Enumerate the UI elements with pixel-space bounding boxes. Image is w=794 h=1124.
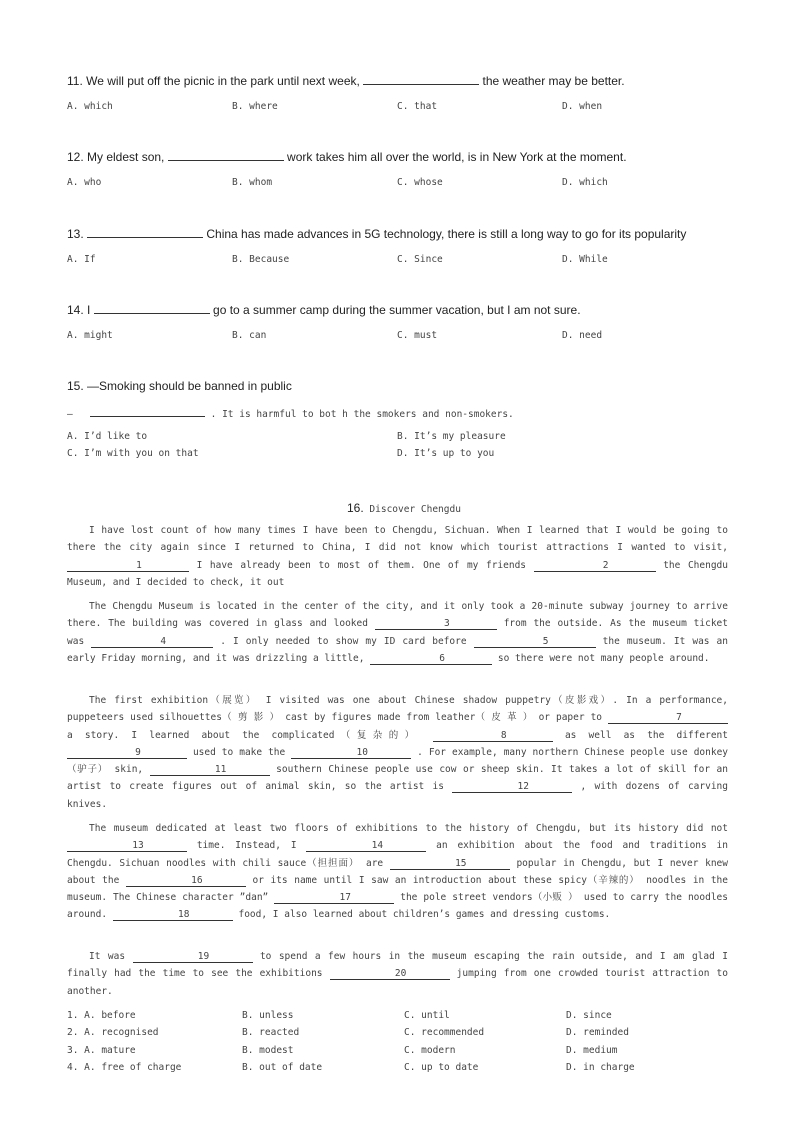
question-15-reply [67, 406, 514, 420]
answer-blank[interactable] [168, 150, 284, 161]
passage-text: a story. I learned about the complicated（复杂的） [67, 729, 433, 741]
question-text: go to a summer camp during the summer vacation, but I am not sure. [209, 303, 581, 317]
blank-9[interactable]: 9 [67, 747, 187, 759]
passage-text: or its name until I saw an introduction about these spicy（辛辣的） noodles in the museum. The Chinese character ”dan” [67, 874, 728, 904]
answer-3-b[interactable]: B. modest [242, 1045, 294, 1056]
paragraph-4 [67, 820, 728, 924]
option-b[interactable]: B. where [232, 101, 278, 112]
answer-4-d[interactable]: D. in charge [566, 1062, 635, 1073]
title-text: Discover Chengdu [363, 504, 461, 515]
blank-16[interactable]: 16 [126, 875, 246, 887]
passage-text: The Chengdu Museum is located in the center of the city, and it only took a 20-minute subway journey to arrive there. The building was covered in glass and looked [67, 601, 728, 630]
question-12 [67, 150, 627, 164]
question-text: 12. My eldest son, [67, 150, 168, 164]
option-b[interactable]: B. It’s my pleasure [397, 431, 506, 442]
question-15: 15. —Smoking should be banned in public [67, 379, 292, 393]
question-text: the weather may be better. [479, 74, 625, 88]
passage-text: as well as the different [552, 729, 728, 741]
option-c[interactable]: C. whose [397, 177, 443, 188]
option-d[interactable]: D. It’s up to you [397, 448, 495, 459]
option-b[interactable]: B. Because [232, 254, 290, 265]
question-text: work takes him all over the world, is in New York at the moment. [283, 150, 627, 164]
blank-12[interactable]: 12 [452, 781, 572, 793]
option-a[interactable]: A. which [67, 101, 113, 112]
option-a[interactable]: A. who [67, 177, 102, 188]
blank-18[interactable]: 18 [113, 909, 233, 921]
passage-title [347, 499, 461, 517]
passage-text: The museum dedicated at least two floors of exhibitions to the history of Chengdu, but its history did not [89, 823, 728, 834]
paragraph-3 [67, 692, 728, 813]
passage-text: from the outside. As the museum ticket was [67, 618, 728, 647]
option-a[interactable]: A. I’d like to [67, 431, 148, 442]
option-d[interactable]: D. While [562, 254, 608, 265]
option-c[interactable]: C. Since [397, 254, 443, 265]
answer-1-d[interactable]: D. since [566, 1010, 612, 1021]
title-number: 16. [347, 501, 364, 515]
blank-4[interactable]: 4 [91, 636, 213, 648]
answer-blank[interactable] [87, 227, 203, 238]
question-14 [67, 303, 581, 317]
passage-text: The first exhibition（展览） I visited was one about Chinese shadow puppetry（皮影戏）. In a performance, puppeteers used silhouettes（ 剪 影 ） cast by figures made from leather（ 皮 革 ） or paper to [67, 695, 728, 724]
answer-2-c[interactable]: C. recommended [404, 1027, 485, 1038]
passage-text: the pole street vendors（小贩 ） used to carry the noodles around. [67, 892, 728, 921]
answer-1-a[interactable]: 1. A. before [67, 1010, 136, 1021]
passage-text: . I only needed to show my ID card before [213, 635, 474, 647]
passage-text: to spend a few hours in the museum escaping the rain outside, and I am glad I finally had the time to see the exhibitions [67, 951, 728, 980]
passage-text: It was [89, 951, 133, 962]
blank-8[interactable]: 8 [433, 730, 553, 742]
answer-3-c[interactable]: C. modern [404, 1045, 456, 1056]
blank-13[interactable]: 13 [67, 840, 187, 852]
answer-2-b[interactable]: B. reacted [242, 1027, 300, 1038]
option-c[interactable]: C. I’m with you on that [67, 448, 199, 459]
option-c[interactable]: C. that [397, 101, 438, 112]
blank-11[interactable]: 11 [150, 764, 270, 776]
option-c[interactable]: C. must [397, 330, 438, 341]
passage-text: time. Instead, I [187, 840, 307, 852]
blank-2[interactable]: 2 [534, 560, 656, 572]
blank-17[interactable]: 17 [274, 892, 394, 904]
passage-text: the museum. It was an early Friday morning, and it was drizzling a little, [67, 635, 728, 664]
answer-1-c[interactable]: C. until [404, 1010, 450, 1021]
passage-text: food, I also learned about children’s games and dressing customs. [232, 909, 611, 921]
blank-19[interactable]: 19 [133, 951, 253, 963]
passage-text: used to make the [187, 746, 292, 758]
blank-3[interactable]: 3 [375, 618, 497, 630]
question-11 [67, 74, 625, 88]
passage-text: , with dozens of carving knives. [67, 781, 728, 810]
question-text: 11. We will put off the picnic in the park until next week, [67, 74, 364, 88]
passage-text: . For example, many northern Chinese people use donkey（驴子） skin, [67, 746, 729, 776]
option-a[interactable]: A. If [67, 254, 96, 265]
question-text: 13. [67, 227, 88, 241]
answer-4-a[interactable]: 4. A. free of charge [67, 1062, 182, 1073]
passage-text: popular in Chengdu, but I never knew about the [67, 857, 728, 886]
passage-text: the Chengdu Museum, and I decided to check, it out [67, 559, 729, 588]
question-13 [67, 227, 686, 241]
option-d[interactable]: D. when [562, 101, 603, 112]
question-text: . It is harmful to bot h the smokers and non-smokers. [204, 409, 514, 420]
passage-text: I have lost count of how many times I have been to Chengdu, Sichuan. When I learned that I would be going to there the city again since I returned to China, I did not know which tourist attractions I wanted to visit, [67, 525, 728, 554]
passage-text: an exhibition about the food and traditions in Chengdu. Sichuan noodles with chili sauce（担担面） are [67, 840, 728, 869]
passage-text: I have already been to most of them. One of my friends [189, 559, 534, 571]
option-b[interactable]: B. whom [232, 177, 273, 188]
blank-10[interactable]: 10 [291, 747, 411, 759]
blank-5[interactable]: 5 [474, 636, 596, 648]
blank-15[interactable]: 15 [390, 858, 510, 870]
dash: — [67, 409, 73, 420]
answer-3-d[interactable]: D. medium [566, 1045, 618, 1056]
question-text: China has made advances in 5G technology, there is still a long way to go for its popularity [203, 227, 687, 241]
passage-text: southern Chinese people use cow or sheep skin. It takes a lot of skill for an artist to create figures out of animal skin, so the artist is [67, 764, 728, 793]
passage-text: jumping from one crowded tourist attraction to another. [67, 968, 728, 997]
blank-20[interactable]: 20 [330, 968, 450, 980]
paragraph-5 [67, 948, 728, 1000]
answer-4-c[interactable]: C. up to date [404, 1062, 479, 1073]
option-a[interactable]: A. might [67, 330, 113, 341]
option-d[interactable]: D. need [562, 330, 603, 341]
answer-3-a[interactable]: 3. A. mature [67, 1045, 136, 1056]
answer-blank[interactable] [94, 303, 210, 314]
answer-4-b[interactable]: B. out of date [242, 1062, 323, 1073]
paragraph-1 [67, 522, 728, 591]
answer-2-a[interactable]: 2. A. recognised [67, 1027, 159, 1038]
answer-2-d[interactable]: D. reminded [566, 1027, 629, 1038]
blank-7[interactable]: 7 [608, 712, 728, 724]
paragraph-2 [67, 598, 728, 667]
option-b[interactable]: B. can [232, 330, 267, 341]
blank-14[interactable]: 14 [306, 840, 426, 852]
passage-text: so there were not many people around. [492, 652, 710, 664]
answer-blank[interactable] [90, 406, 205, 417]
answer-blank[interactable] [363, 74, 479, 85]
answer-1-b[interactable]: B. unless [242, 1010, 294, 1021]
option-d[interactable]: D. which [562, 177, 608, 188]
blank-1[interactable]: 1 [67, 560, 189, 572]
question-text: 14. I [67, 303, 94, 317]
blank-6[interactable]: 6 [370, 653, 492, 665]
